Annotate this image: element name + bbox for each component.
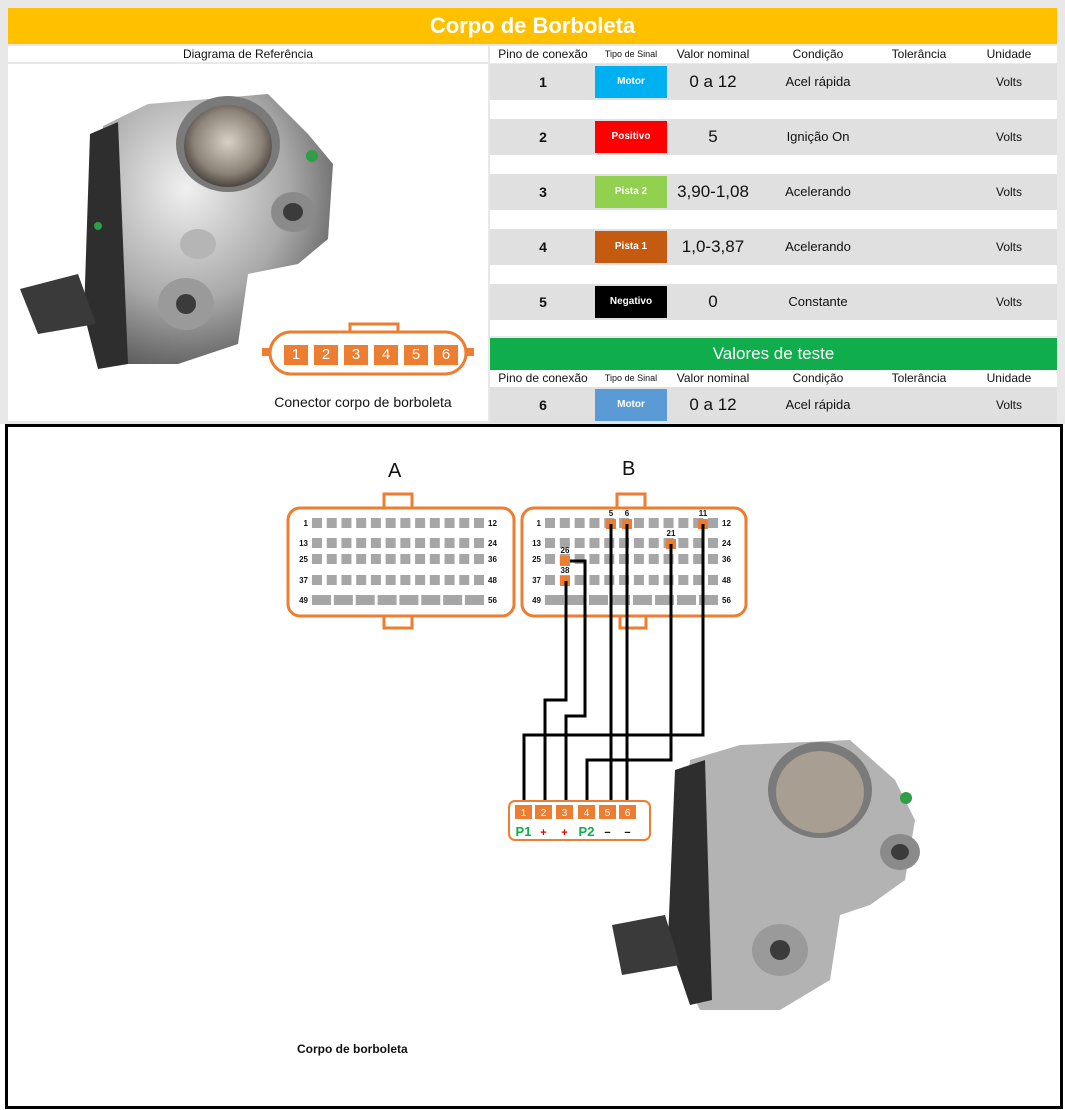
connector-pin: [312, 575, 322, 585]
pin-range-start: 13: [532, 539, 541, 548]
connector-pin: [604, 575, 614, 585]
connector-pin: [634, 518, 644, 528]
connector-pin: [664, 518, 674, 528]
pin-range-start: 25: [299, 555, 308, 564]
terminal-pin-number: 3: [561, 808, 568, 819]
col-pin: Pino de conexão: [498, 371, 588, 385]
connector-pin: [445, 575, 455, 585]
connector-pin: [327, 554, 337, 564]
connector-pin: [445, 554, 455, 564]
connector-a-label: A: [388, 460, 402, 482]
unit: Volts: [995, 185, 1022, 199]
condition: Acel rápida: [785, 74, 851, 89]
ecu-connector-a: [288, 494, 514, 628]
throttle-body-caption: Corpo de borboleta: [297, 1042, 408, 1056]
connector-pin: [633, 595, 652, 605]
nominal-value: 3,90-1,08: [677, 182, 749, 201]
connector-pin: [575, 518, 585, 528]
terminal-sign: −: [604, 827, 611, 839]
pin-range-end: 48: [722, 576, 731, 585]
pin-range-end: 12: [488, 519, 497, 528]
pin-number: 6: [539, 397, 547, 413]
unit: Volts: [995, 130, 1022, 144]
col-signal: Tipo de Sinal: [604, 49, 658, 59]
connector-pin: [400, 575, 410, 585]
connector-pin: [604, 554, 614, 564]
connector-pin: [400, 518, 410, 528]
terminal-pin-number: 6: [624, 808, 631, 819]
pin-range-start: 37: [532, 576, 541, 585]
col-signal: Tipo de Sinal: [604, 373, 658, 383]
connector-pin: [312, 554, 322, 564]
condition: Acelerando: [785, 184, 851, 199]
connector-pin: [445, 538, 455, 548]
connector-pin: [386, 575, 396, 585]
connector-pin: [356, 538, 366, 548]
connector-pin: [589, 595, 608, 605]
col-tolerance: Tolerância: [891, 47, 947, 61]
connector-pin: [708, 518, 718, 528]
connector-pin: [459, 538, 469, 548]
connector-pin: [459, 518, 469, 528]
connector-pin: [708, 554, 718, 564]
pin-range-end: 12: [722, 519, 731, 528]
connector-pin: [415, 554, 425, 564]
connector-pin: [459, 575, 469, 585]
unit: Volts: [995, 75, 1022, 89]
connector-pin: [649, 554, 659, 564]
terminal-pin-number: 5: [604, 808, 611, 819]
connector-pin: [399, 595, 418, 605]
connector-pin: [649, 518, 659, 528]
highlighted-pin-label: 5: [608, 509, 614, 518]
signal-badge: Motor: [595, 389, 667, 421]
highlighted-pin-label: 38: [560, 566, 570, 575]
connector-pin: [327, 575, 337, 585]
highlighted-pin-label: 26: [560, 546, 570, 555]
connector-pin: [378, 595, 397, 605]
connector-pin: 1: [284, 345, 308, 365]
signal-badge: Negativo: [595, 286, 667, 318]
connector-pin: [459, 554, 469, 564]
signal-badge: Motor: [595, 66, 667, 98]
unit: Volts: [995, 240, 1022, 254]
connector-pin: [415, 518, 425, 528]
pin-range-start: 49: [532, 596, 541, 605]
pin-range-end: 24: [488, 539, 497, 548]
nominal-value: 1,0-3,87: [681, 237, 745, 256]
col-condition: Condição: [792, 371, 844, 385]
nominal-value: 0 a 12: [689, 72, 737, 91]
signal-badge: Pista 2: [595, 176, 667, 208]
connector-pin: [356, 518, 366, 528]
connector-pin: [634, 538, 644, 548]
terminal-pin-number: 4: [583, 808, 590, 819]
condition: Acelerando: [785, 239, 851, 254]
highlighted-pin-label: 11: [698, 509, 708, 518]
connector-pin: 4: [374, 345, 398, 365]
connector-pin: [589, 575, 599, 585]
pin-range-end: 56: [722, 596, 731, 605]
col-unit: Unidade: [986, 371, 1032, 385]
pin-number: 1: [539, 74, 547, 90]
connector-pin: [677, 595, 696, 605]
connector-pin: [545, 554, 555, 564]
connector-pin: 5: [404, 345, 428, 365]
connector-pin: [371, 538, 381, 548]
connector-pin: [386, 518, 396, 528]
pin-range-start: 1: [536, 519, 541, 528]
connector-pin: [649, 538, 659, 548]
connector-pin: [371, 518, 381, 528]
connector-pin: [678, 538, 688, 548]
connector-pin: [474, 554, 484, 564]
terminal-sign: P2: [578, 824, 595, 839]
connector-pin: [327, 538, 337, 548]
connector-pin: [678, 554, 688, 564]
connector-pin: [634, 554, 644, 564]
connector-pin: [371, 554, 381, 564]
pin-range-start: 49: [299, 596, 308, 605]
connector-pin: [312, 518, 322, 528]
pin-number: 4: [539, 239, 547, 255]
pin-range-start: 1: [303, 519, 308, 528]
highlighted-pin-label: 6: [624, 509, 630, 518]
connector-pin: [443, 595, 462, 605]
connector-pin: [445, 518, 455, 528]
connector-pin: [312, 538, 322, 548]
nominal-value: 5: [708, 127, 718, 146]
connector-pin: [371, 575, 381, 585]
connector-pin: [589, 538, 599, 548]
connector-pin: [575, 538, 585, 548]
signal-badge: Positivo: [595, 121, 667, 153]
connector-pin: [430, 518, 440, 528]
connector-pin: [421, 595, 440, 605]
condition: Ignição On: [786, 129, 850, 144]
connector-pin: [386, 538, 396, 548]
unit: Volts: [995, 295, 1022, 309]
connector-pin: [649, 575, 659, 585]
ecu-connector-b: [522, 494, 746, 628]
connector-pin: [678, 518, 688, 528]
connector-pin: [474, 538, 484, 548]
connector-pin: [430, 575, 440, 585]
connector-pin: [334, 595, 353, 605]
connector-pin: [567, 595, 586, 605]
connector-pin: [327, 518, 337, 528]
connector-pin: [545, 518, 555, 528]
connector-pin: [312, 595, 331, 605]
connector-pin: [604, 538, 614, 548]
reference-diagram-header: Diagrama de Referência: [8, 46, 488, 62]
terminal-sign: P1: [515, 824, 532, 839]
connector-pin: [474, 518, 484, 528]
pin-range-end: 48: [488, 576, 497, 585]
condition: Acel rápida: [785, 397, 851, 412]
connector-caption: Conector corpo de borboleta: [274, 394, 452, 410]
connector-pin: [341, 538, 351, 548]
connector-pin: [430, 554, 440, 564]
terminal-sign: +: [540, 827, 547, 839]
col-nominal: Valor nominal: [676, 371, 750, 385]
connector-pin: [341, 554, 351, 564]
nominal-value: 0: [708, 292, 718, 311]
col-unit: Unidade: [986, 47, 1032, 61]
connector-pin: [341, 575, 351, 585]
signal-badge: Pista 1: [595, 231, 667, 263]
connector-pin: [386, 554, 396, 564]
connector-pin: 6: [434, 345, 458, 365]
connector-pin: 3: [344, 345, 368, 365]
pin-range-end: 36: [488, 555, 497, 564]
connector-b-label: B: [622, 458, 636, 480]
test-values-title: Valores de teste: [490, 338, 1057, 370]
pin-range-start: 37: [299, 576, 308, 585]
nominal-value: 0 a 12: [689, 395, 737, 414]
pin-number: 5: [539, 294, 547, 310]
page-title: Corpo de Borboleta: [8, 8, 1057, 44]
connector-pin: [415, 538, 425, 548]
connector-pin: [341, 518, 351, 528]
connector-pin: [575, 575, 585, 585]
connector-pin: [356, 575, 366, 585]
connector-pin: [545, 538, 555, 548]
unit: Volts: [995, 398, 1022, 412]
col-condition: Condição: [792, 47, 844, 61]
connector-pin: [545, 595, 564, 605]
pin-range-end: 36: [722, 555, 731, 564]
connector-pin: [474, 575, 484, 585]
col-tolerance: Tolerância: [891, 371, 947, 385]
connector-pin: [356, 595, 375, 605]
connector-pin: [545, 575, 555, 585]
pin-number: 2: [539, 129, 547, 145]
highlighted-pin-label: 21: [666, 529, 676, 538]
connector-pin: [708, 575, 718, 585]
connector-pin: [356, 554, 366, 564]
connector-pin: 2: [314, 345, 338, 365]
connector-pin: [430, 538, 440, 548]
connector-pin: [560, 518, 570, 528]
throttle-body-image-bottom: [612, 740, 920, 1010]
connector-pin: [634, 575, 644, 585]
connector-pin: [678, 575, 688, 585]
terminal-sign: −: [624, 827, 631, 839]
connector-pin: [589, 554, 599, 564]
terminal-pin-number: 1: [520, 808, 527, 819]
connector-pin: [465, 595, 484, 605]
condition: Constante: [788, 294, 848, 309]
highlighted-pin: [560, 556, 570, 566]
connector-pin: [400, 554, 410, 564]
pin-range-start: 13: [299, 539, 308, 548]
terminal-pin-number: 2: [540, 808, 547, 819]
connector-pin: [708, 538, 718, 548]
col-nominal: Valor nominal: [676, 47, 750, 61]
connector-pin: [589, 518, 599, 528]
pin-range-end: 24: [722, 539, 731, 548]
pin-number: 3: [539, 184, 547, 200]
pin-range-end: 56: [488, 596, 497, 605]
col-pin: Pino de conexão: [498, 47, 588, 61]
connector-pin: [415, 575, 425, 585]
pin-range-start: 25: [532, 555, 541, 564]
terminal-sign: +: [561, 827, 568, 839]
connector-pin: [400, 538, 410, 548]
